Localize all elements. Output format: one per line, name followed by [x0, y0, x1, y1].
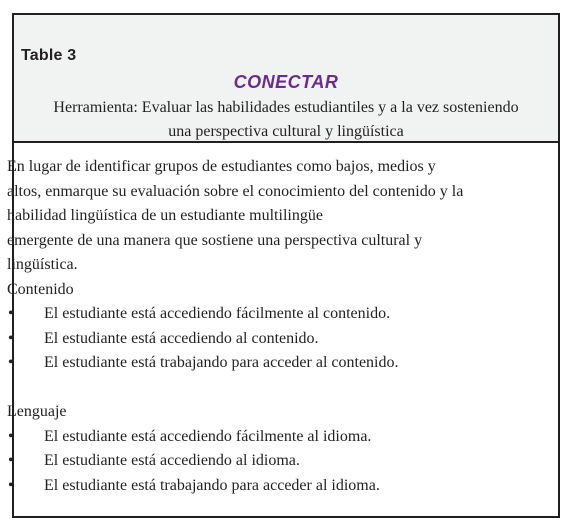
table-body	[7, 155, 537, 498]
table-subtitle	[14, 96, 558, 144]
list-item	[7, 474, 537, 499]
list-item	[7, 449, 537, 474]
list-item-text: El estudiante está accediendo al contenido.	[44, 329, 319, 347]
intro-line: emergente de una manera que sostiene una perspectiva cultural y	[7, 231, 423, 249]
list-item-text: El estudiante está trabajando para acceder al contenido.	[44, 354, 399, 371]
intro-line: lingüística.	[7, 256, 78, 273]
list-item-text: El estudiante está accediendo fácilmente al contenido.	[44, 305, 391, 322]
language-heading: Lenguaje	[7, 403, 67, 420]
list-item	[7, 425, 537, 450]
table-header	[14, 15, 558, 143]
table-title: CONECTAR	[233, 72, 339, 92]
intro-line: altos, enmarque su evaluación sobre el conocimiento del contenido y la	[7, 182, 464, 200]
list-item-text: El estudiante está accediendo fácilmente al idioma.	[44, 427, 372, 445]
intro-line: En lugar de identificar grupos de estudiantes como bajos, medios y	[7, 158, 436, 175]
list-item	[7, 351, 537, 376]
subtitle-line: una perspectiva cultural y lingüística	[168, 123, 404, 140]
list-item	[7, 302, 537, 327]
list-item-text: El estudiante está trabajando para acceder al idioma.	[44, 476, 380, 494]
bullet-icon: •	[8, 452, 14, 469]
bullet-icon: •	[8, 476, 14, 494]
list-item-text: El estudiante está accediendo al idioma.	[44, 452, 300, 469]
bullet-icon: •	[8, 427, 14, 445]
content-heading: Contenido	[7, 280, 74, 298]
subtitle-line: Herramienta: Evaluar las habilidades estudiantiles y a la vez sosteniendo	[53, 99, 519, 116]
bullet-icon: •	[8, 354, 14, 371]
list-item	[7, 327, 537, 352]
bullet-icon: •	[8, 329, 14, 347]
table-label: Table 3	[21, 47, 77, 64]
bullet-icon: •	[8, 305, 14, 322]
spacer	[7, 376, 537, 401]
intro-line: habilidad lingüística de un estudiante multilingüe	[7, 207, 323, 224]
